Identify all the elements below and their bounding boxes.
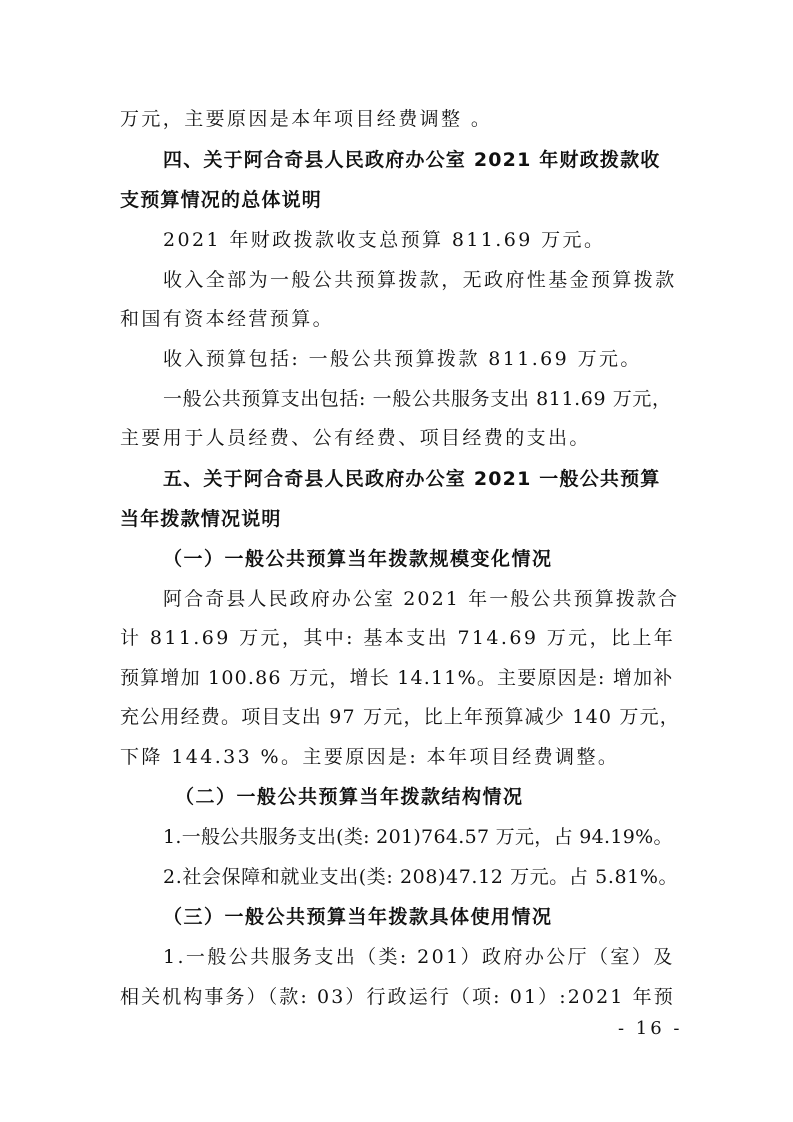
paragraph-line: 1.一般公共服务支出（类: 201）政府办公厅（室）及 [163,946,675,968]
paragraph-line: 充公用经费。项目支出 97 万元，比上年预算减少 140 万元， [120,706,681,728]
section-heading-5: 五、关于阿合奇县人民政府办公室 2021 一般公共预算 [163,468,661,490]
paragraph-line: 2021 年财政拨款收支总预算 811.69 万元。 [163,229,606,251]
page-number: - 16 - [618,1018,683,1039]
paragraph-line: 下降 144.33 %。主要原因是: 本年项目经费调整。 [120,746,620,768]
subsection-heading-1: （一）一般公共预算当年拨款规模变化情况 [163,548,553,570]
paragraph-line: 收入预算包括: 一般公共预算拨款 811.69 万元。 [163,348,642,370]
paragraph-line: 相关机构事务）（款: 03）行政运行（项: 01）:2021 年预 [120,986,675,1008]
paragraph-line: 1.一般公共服务支出(类: 201)764.57 万元，占 94.19%。 [163,826,673,848]
section-heading-4: 四、关于阿合奇县人民政府办公室 2021 年财政拨款收 [163,149,661,171]
paragraph-line: 和国有资本经营预算。 [120,308,335,330]
subsection-heading-2: （二）一般公共预算当年拨款结构情况 [175,786,524,808]
paragraph-line: 计 811.69 万元，其中: 基本支出 714.69 万元，比上年 [120,627,676,649]
section-heading-5-cont: 当年拨款情况说明 [120,508,282,530]
subsection-heading-3: （三）一般公共预算当年拨款具体使用情况 [163,906,553,928]
paragraph-line: 收入全部为一般公共预算拨款，无政府性基金预算拨款 [163,269,677,291]
paragraph-line: 万元，主要原因是本年项目经费调整 。 [120,108,493,130]
paragraph-line: 主要用于人员经费、公有经费、项目经费的支出。 [120,427,591,449]
paragraph-line: 2.社会保障和就业支出(类: 208)47.12 万元。占 5.81%。 [163,866,679,888]
paragraph-line: 一般公共预算支出包括: 一般公共服务支出 811.69 万元， [163,388,672,410]
section-heading-4-cont: 支预算情况的总体说明 [120,189,323,211]
paragraph-line: 阿合奇县人民政府办公室 2021 年一般公共预算拨款合 [163,588,680,610]
paragraph-line: 预算增加 100.86 万元，增长 14.11%。主要原因是: 增加补 [120,667,674,689]
